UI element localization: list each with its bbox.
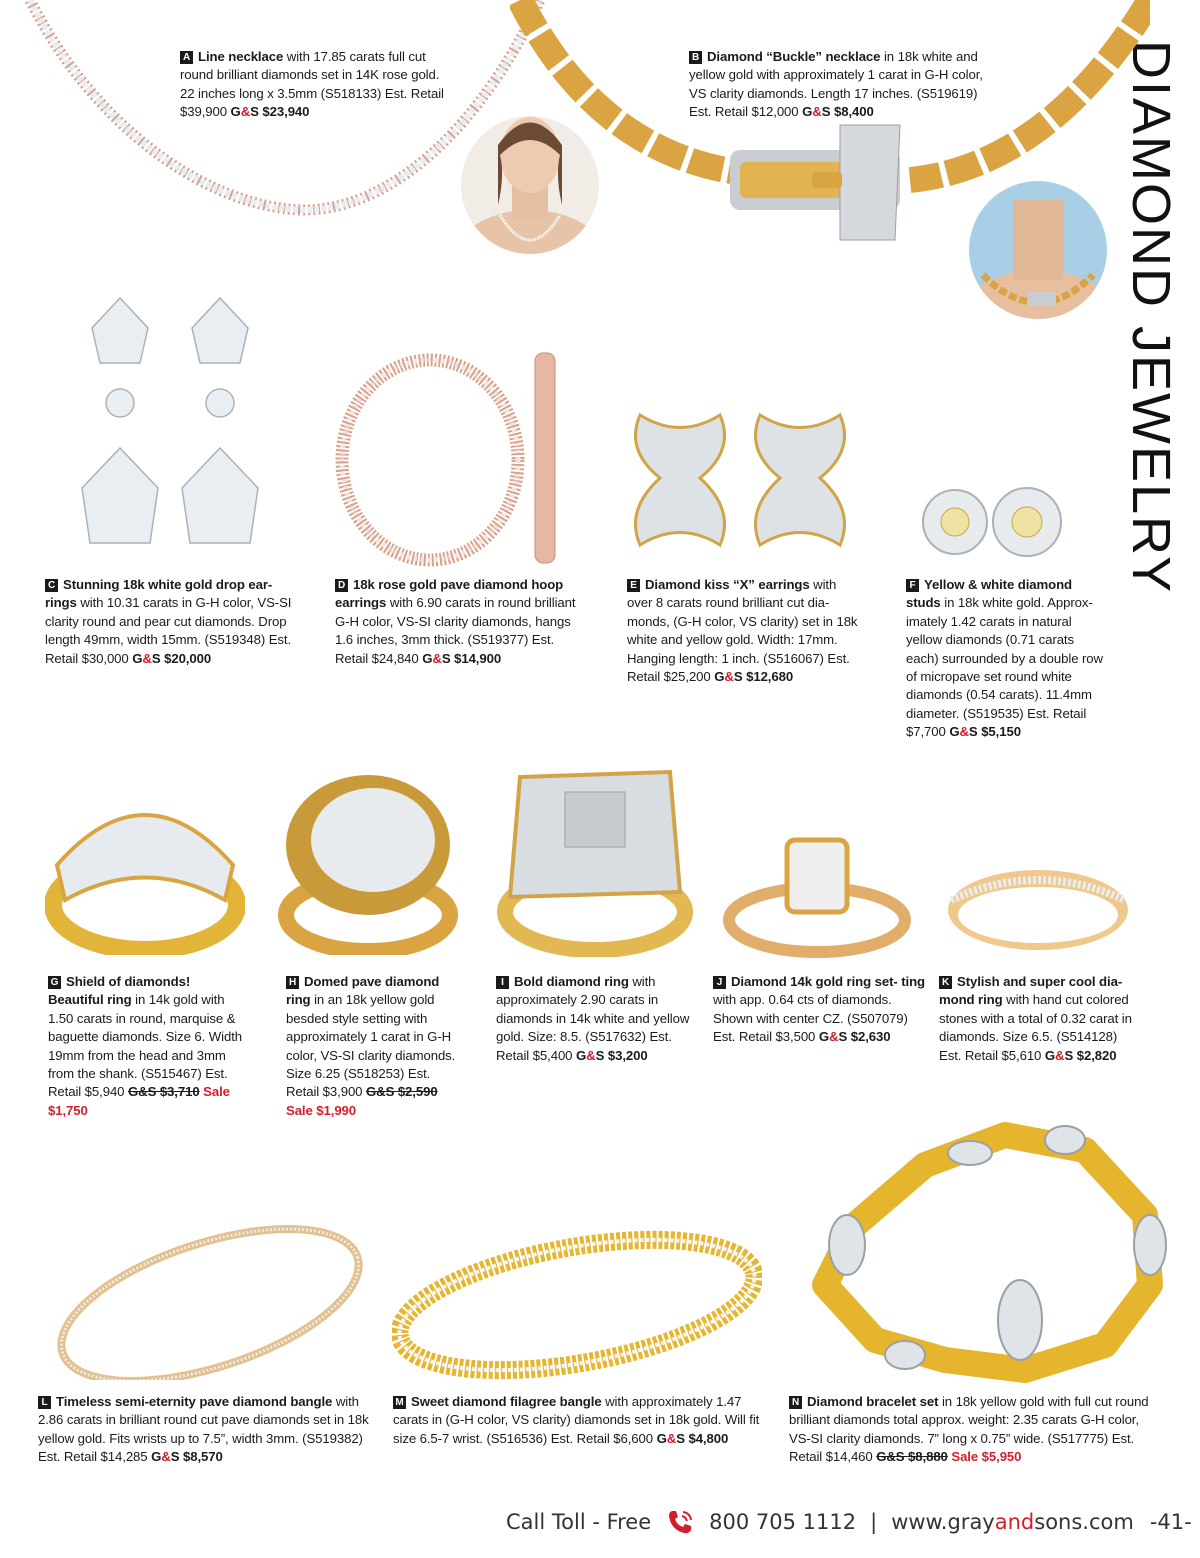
- item-d-title: 18k rose gold pave diamond hoop earrings: [335, 577, 564, 611]
- item-a-letter: A: [180, 51, 193, 64]
- item-g-description: [48, 973, 248, 1120]
- item-b-price: $8,400: [830, 104, 874, 120]
- item-g-old-price: G&S $3,710: [127, 1084, 200, 1100]
- item-j-price: $2,630: [847, 1029, 891, 1045]
- item-n-old-price: G&S $8,880: [876, 1449, 948, 1465]
- item-d-letter: D: [335, 579, 348, 592]
- item-n-sale-price: Sale $5,950: [951, 1449, 1022, 1465]
- gs-label: G&S: [230, 104, 259, 120]
- item-h-body: in an 18k yellow gold besded style setting with approximately 1 carat in G-H color, VS-SI clarity diamonds. Size 6.25 (S518253) Est. Retail $3,900: [286, 992, 456, 1100]
- item-h-description: [286, 973, 461, 1120]
- item-b-title: Diamond “Buckle” necklace: [707, 49, 881, 64]
- item-c-price: $20,000: [160, 650, 212, 666]
- x-earrings-image: [625, 400, 865, 560]
- item-f-body: in 18k white gold. Approx- imately 1.42 carats in natural yellow diamonds (0.71 carats each) surrounded by a double row of micropave set round white diamonds (0.54 carats). 11.4mm diameter. (S519535) Est. Retail $7,700: [906, 595, 1103, 740]
- item-m-title: Sweet diamond filagree bangle: [411, 1394, 602, 1409]
- item-j-letter: J: [713, 976, 726, 989]
- page-number: -41-: [1149, 1510, 1192, 1534]
- item-k-description: [939, 973, 1139, 1065]
- footer: [506, 1505, 1192, 1539]
- item-c-letter: C: [45, 579, 58, 592]
- item-m-price: $4,800: [684, 1430, 729, 1446]
- item-e-letter: E: [627, 579, 640, 592]
- gs-label: G&S: [714, 669, 743, 685]
- item-a-body: with 17.85 carats full cut round brilliant diamonds set in 14K rose gold. 22 inches long x 3.5mm (S518133) Est. Retail $39,900: [180, 49, 444, 120]
- gs-label: G&S: [802, 104, 831, 120]
- item-e-description: [627, 576, 865, 686]
- item-h-letter: H: [286, 976, 299, 989]
- phone-icon: [665, 1507, 695, 1537]
- item-n-description: [789, 1393, 1149, 1467]
- item-c-title: Stunning 18k white gold drop ear- rings: [45, 577, 273, 611]
- item-g-title: Shield of diamonds! Beautiful ring: [48, 974, 191, 1008]
- item-b-body: in 18k white and yellow gold with approximately 1 carat in G-H color, VS clarity diamonds. Length 17 inches. (S519619) Est. Retail $12,000: [689, 49, 983, 120]
- item-g-sale-price: Sale $1,750: [48, 1084, 230, 1118]
- item-i-body: with approximately 2.90 carats in diamonds in 14k white and yellow gold. Size: 8.5. (S517632) Est. Retail $5,400: [496, 974, 690, 1063]
- item-l-title: Timeless semi-eternity pave diamond bangle: [56, 1394, 333, 1409]
- bold-ring-image: [495, 762, 695, 957]
- item-h-old-price: G&S $2,590: [365, 1084, 438, 1100]
- item-i-price: $3,200: [604, 1047, 648, 1063]
- model-portrait-b: [968, 180, 1108, 320]
- item-b-letter: B: [689, 51, 702, 64]
- item-e-price: $12,680: [742, 669, 794, 685]
- phone-number[interactable]: 800 705 1112: [709, 1510, 857, 1534]
- item-d-description: [335, 576, 585, 668]
- item-l-description: [38, 1393, 370, 1467]
- item-a-title: Line necklace: [198, 49, 284, 64]
- item-j-body: with app. 0.64 cts of diamonds. Shown with center CZ. (S507079) Est. Retail $3,500: [713, 992, 908, 1045]
- website-link[interactable]: www.grayandsons.com: [891, 1510, 1134, 1534]
- item-e-body: with over 8 carats round brilliant cut dia- monds, (G-H color, VS clarity) set in 18k white and yellow gold. Width: 17mm. Hanging length: 1 inch. (S516067) Est. Retail $25,200: [627, 577, 858, 685]
- item-i-title: Bold diamond ring: [514, 974, 629, 989]
- item-a-description: [180, 48, 450, 122]
- item-d-body: with 6.90 carats in round brilliant G-H color, VS-SI clarity diamonds, hangs 1.6 inches, 3mm thick. (S519377) Est. Retail $24,840: [335, 595, 576, 666]
- item-n-title: Diamond bracelet set: [807, 1394, 939, 1409]
- ring-setting-image: [722, 830, 912, 960]
- item-a-price: $23,940: [258, 104, 310, 120]
- item-f-title: Yellow & white diamond studs: [906, 577, 1073, 611]
- gs-label: G&S: [949, 724, 978, 740]
- item-n-body: in 18k yellow gold with full cut round brilliant diamonds total approx. weight: 2.35 carats G-H color, VS-SI clarity diamonds. 7” long x 0.75” wide. (S517775) Est. Retail $14,460: [789, 1394, 1149, 1465]
- gs-label: G&S: [132, 650, 161, 666]
- stud-earrings-image: [915, 482, 1075, 562]
- gs-label: G&S: [1044, 1047, 1074, 1063]
- gs-label: G&S: [656, 1430, 685, 1446]
- link-bracelet-image: [785, 1105, 1175, 1390]
- drop-earrings-image: [70, 288, 270, 568]
- item-d-price: $14,900: [450, 650, 502, 666]
- item-k-body: with hand cut colored stones with a total of 0.32 carat in diamonds. Size 6.5. (S514128) Est. Retail $5,610: [939, 992, 1132, 1063]
- shield-ring-image: [45, 775, 245, 955]
- item-n-letter: N: [789, 1396, 802, 1409]
- item-m-letter: M: [393, 1396, 406, 1409]
- item-g-body: in 14k gold with 1.50 carats in round, marquise & baguette diamonds. Size 6. Width 19mm from the head and 3mm from the shank. (S515467) Est. Retail $5,940: [48, 992, 242, 1100]
- item-f-price: $5,150: [977, 724, 1021, 740]
- footer-divider: |: [870, 1510, 878, 1534]
- item-l-letter: L: [38, 1396, 51, 1409]
- item-e-title: Diamond kiss “X” earrings: [645, 577, 810, 592]
- item-k-letter: K: [939, 976, 952, 989]
- section-title: DIAMOND JEWELRY: [1121, 40, 1181, 595]
- gs-label: G&S: [818, 1029, 848, 1045]
- item-f-letter: F: [906, 579, 919, 592]
- item-l-body: with 2.86 carats in brilliant round cut pave diamonds set in 18k yellow gold. Fits wrists up to 7.5”, width 3mm. (S519382) Est. Retail $14,285: [38, 1394, 369, 1465]
- item-i-letter: I: [496, 976, 509, 989]
- gs-label: G&S: [575, 1047, 605, 1063]
- pave-bangle-image: [50, 1210, 370, 1380]
- item-c-body: with 10.31 carats in G-H color, VS-SI clarity round and pear cut diamonds. Drop length 49mm, width 15mm. (S519348) Est. Retail $30,000: [45, 595, 292, 666]
- item-h-sale-price: Sale $1,990: [286, 1102, 357, 1118]
- item-b-description: [689, 48, 999, 122]
- item-k-title: Stylish and super cool dia- mond ring: [939, 974, 1123, 1008]
- item-i-description: [496, 973, 696, 1065]
- item-m-body: with approximately 1.47 carats in (G-H color, VS clarity) diamonds set in 18k gold. Will fit size 6.5-7 wrist. (S516536) Est. Retail $6,600: [393, 1394, 760, 1446]
- item-m-description: [393, 1393, 765, 1448]
- item-l-price: $8,570: [179, 1449, 223, 1465]
- item-g-letter: G: [48, 976, 61, 989]
- gs-label: G&S: [422, 650, 451, 666]
- item-h-title: Domed pave diamond ring: [286, 974, 440, 1008]
- item-c-description: [45, 576, 305, 668]
- item-j-description: [713, 973, 933, 1047]
- item-k-price: $2,820: [1073, 1047, 1117, 1063]
- domed-ring-image: [278, 770, 458, 955]
- hoop-earrings-image: [335, 345, 585, 570]
- item-f-description: [906, 576, 1106, 742]
- gs-label: G&S: [151, 1449, 180, 1465]
- call-toll-free-label: Call Toll - Free: [506, 1510, 652, 1534]
- item-j-title: Diamond 14k gold ring set- ting: [731, 974, 925, 989]
- filigree-bangle-image: [392, 1210, 762, 1380]
- cool-ring-image: [943, 855, 1133, 955]
